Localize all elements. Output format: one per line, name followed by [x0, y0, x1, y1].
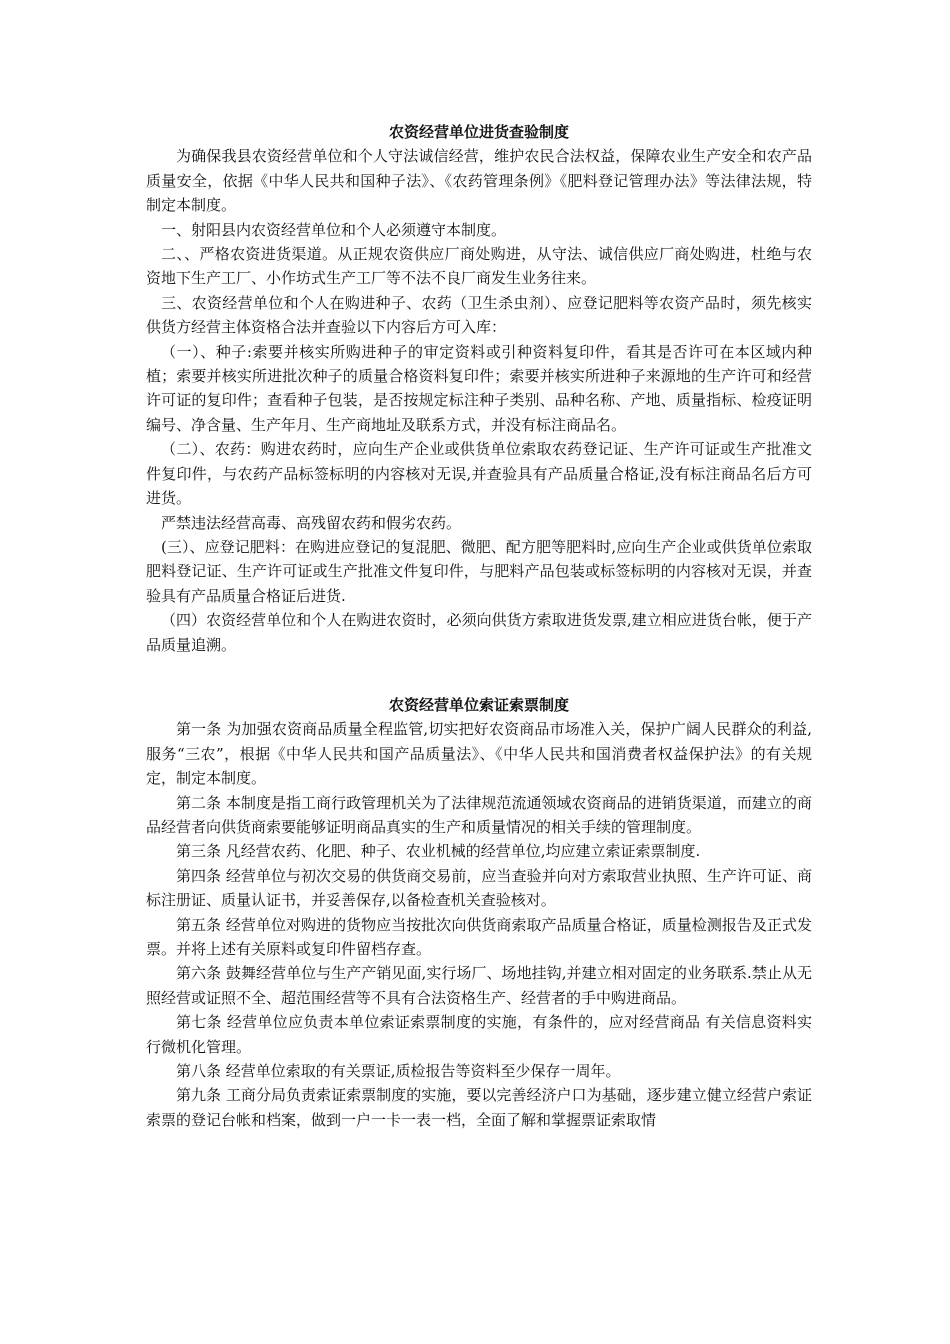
section2-paragraph: 第一条 为加强农资商品质量全程监管,切实把好农资商品市场准入关，保护广阔人民群众的利益,服务“三农”，根据《中华人民共和国产品质量法》、《中华人民共和国消费者权益保护法》的有关规定，制定本制度。 — [146, 720, 812, 788]
section1-paragraph: 严禁违法经营高毒、高残留农药和假劣农药。 — [161, 513, 462, 532]
section2-paragraph: 第四条 经营单位与初次交易的供货商交易前，应当查验并向对方索取营业执照、生产许可证、商标注册证、质量认证书，并妥善保存,以备检查机关查验核对。 — [146, 866, 812, 910]
section1-paragraph: (三）、应登记肥料：在购进应登记的复混肥、微肥、配方肥等肥料时,应向生产企业或供货单位索取肥料登记证、生产许可证或生产批准文件复印件，与肥料产品包装或标签标明的内容核对无误，并查验具有产品质量合格证后进货. — [146, 537, 812, 605]
section2-paragraph: 第七条 经营单位应负责本单位索证索票制度的实施，有条件的，应对经营商品 有关信息资料实行微机化管理。 — [146, 1013, 812, 1056]
section2-paragraph: 第八条 经营单位索取的有关票证,质检报告等资料至少保存一周年。 — [176, 1062, 621, 1081]
section1-paragraph: 为确保我县农资经营单位和个人守法诚信经营，维护农民合法权益，保障农业生产安全和农产品质量安全，依据《中华人民共和国种子法》、《农药管理条例》《肥料登记管理办法》等法律法规，特制定本制度。 — [146, 147, 812, 215]
section1-paragraph: （四）农资经营单位和个人在购进农资时，必须向供货方索取进货发票,建立相应进货台帐，便于产品质量追溯。 — [146, 611, 812, 654]
section2-paragraph: 第五条 经营单位对购进的货物应当按批次向供货商索取产品质量合格证，质量检测报告及正式发票。并将上述有关原料或复印件留档存查。 — [146, 915, 812, 958]
section2-paragraph: 第九条 工商分局负责索证索票制度的实施，要以完善经济户口为基础，逐步建立健立经营户索证索票的登记台帐和档案，做到一户一卡一表一档，全面了解和掌握票证索取情 — [146, 1086, 812, 1129]
section1-paragraph: 一、射阳县内农资经营单位和个人必须遵守本制度。 — [161, 220, 507, 239]
section2-paragraph: 第二条 本制度是指工商行政管理机关为了法律规范流通领域农资商品的进销货渠道，而建立的商品经营者向供货商索要能够证明商品真实的生产和质量情况的相关手续的管理制度。 — [146, 793, 812, 836]
section1-paragraph: （二）、农药：购进农药时，应向生产企业或供货单位索取农药登记证、生产许可证或生产批准文件复印件，与农药产品标签标明的内容核对无误,并查验具有产品质量合格证,没有标注商品名后方可进货。 — [146, 440, 812, 508]
section1-paragraph: 三、农资经营单位和个人在购进种子、农药（卫生杀虫剂）、应登记肥料等农资产品时，须先核实供货方经营主体资格合法并查验以下内容后方可入库： — [146, 293, 812, 337]
section2-title: 农资经营单位索证索票制度 — [388, 695, 569, 714]
section1-paragraph: 二、、严格农资进货渠道。从正规农资供应厂商处购进，从守法、诚信供应厂商处购进，杜绝与农资地下生产工厂、小作坊式生产工厂等不法不良厂商发生业务往来。 — [146, 245, 812, 288]
section2-paragraph: 第六条 鼓舞经营单位与生产产销见面,实行场厂、场地挂钩,并建立相对固定的业务联系.禁止从无照经营或证照不全、超范围经营等不具有合法资格生产、经营者的手中购进商品。 — [146, 964, 812, 1007]
document-page — [146, 120, 812, 1132]
section2-paragraph: 第三条 凡经营农药、化肥、种子、农业机械的经营单位,均应建立索证索票制度. — [176, 842, 701, 861]
section1-paragraph: （一）、种子:索要并核实所购进种子的审定资料或引种资料复印件，看其是否许可在本区域内种植；索要并核实所进批次种子的质量合格资料复印件；索要并核实所进种子来源地的生产许可和经营许可证的复印件；查看种子包装，是否按规定标注种子类别、品种名称、产地、质量指标、检疫证明编号、净含量、生产年月、生产商地址及联系方式，并没有标注商品名。 — [146, 342, 812, 434]
section1-title: 农资经营单位进货查验制度 — [388, 123, 569, 141]
